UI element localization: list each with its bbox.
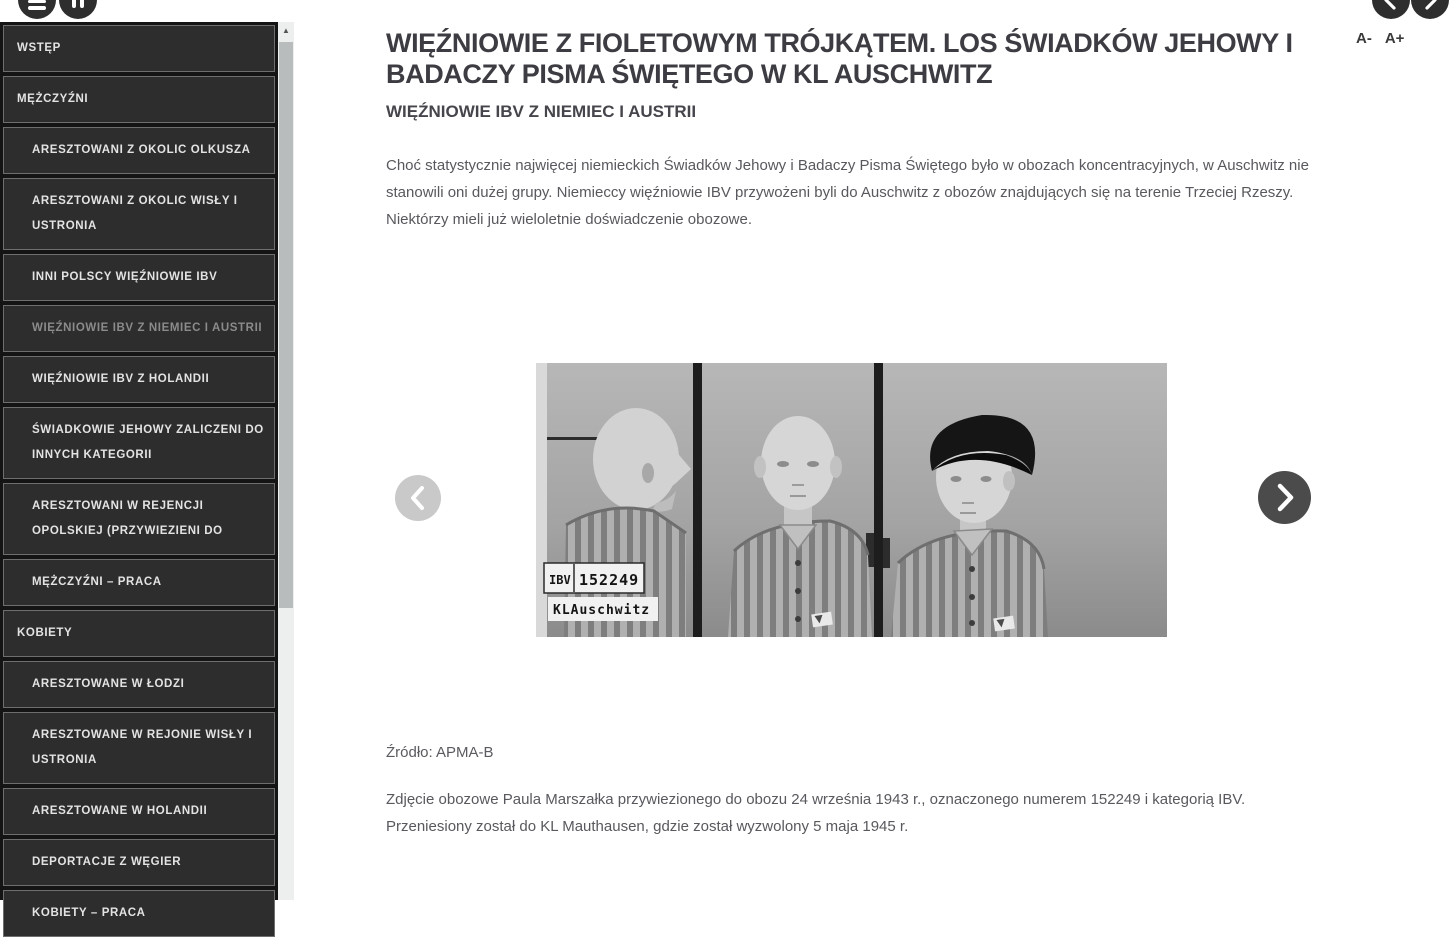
pause-button[interactable] bbox=[59, 0, 97, 19]
chevron-left-icon bbox=[395, 475, 441, 521]
sidebar-item[interactable]: ARESZTOWANI W REJENCJI OPOLSKIEJ (PRZYWIEZIENI DO bbox=[3, 483, 275, 555]
photo-caption: Zdjęcie obozowe Paula Marszałka przywiezionego do obozu 24 września 1943 r., oznaczonego numerem 152249 i kategorią IBV. Przeniesiony został do KL Mauthausen, gdzie został wyzwolony 5 maja 1945 r. bbox=[386, 791, 1246, 835]
page-subtitle: WIĘŹNIOWIE IBV Z NIEMIEC I AUSTRII bbox=[386, 102, 697, 121]
sidebar-item[interactable]: ARESZTOWANI Z OKOLIC OLKUSZA bbox=[3, 127, 275, 174]
sidebar-item[interactable]: WIĘŹNIOWIE IBV Z HOLANDII bbox=[3, 356, 275, 403]
sidebar-scrollbar[interactable] bbox=[278, 22, 294, 900]
board-category-text: IBV bbox=[549, 573, 571, 587]
board-camp-text: KLAuschwitz bbox=[553, 603, 651, 618]
carousel-prev-button[interactable] bbox=[395, 475, 441, 521]
sidebar-item[interactable]: DEPORTACJE Z WĘGIER bbox=[3, 839, 275, 886]
sidebar-item[interactable]: ARESZTOWANE W HOLANDII bbox=[3, 788, 275, 835]
sidebar-item[interactable]: WSTĘP bbox=[3, 25, 275, 72]
chevron-right-icon bbox=[1258, 471, 1311, 524]
sidebar-nav bbox=[0, 25, 278, 937]
sidebar-item[interactable]: ŚWIADKOWIE JEHOWY ZALICZENI DO INNYCH KATEGORII bbox=[3, 407, 275, 479]
font-size-controls bbox=[1356, 30, 1404, 47]
carousel-next-button[interactable] bbox=[1258, 471, 1311, 524]
board-number-text: 152249 bbox=[579, 571, 640, 589]
sidebar-item[interactable]: ARESZTOWANE W REJONIE WISŁY I USTRONIA bbox=[3, 712, 275, 784]
sidebar-item[interactable]: KOBIETY – PRACA bbox=[3, 890, 275, 937]
previous-page-button[interactable] bbox=[1372, 0, 1410, 19]
sidebar-item[interactable]: MĘŻCZYŹNI bbox=[3, 76, 275, 123]
sidebar-item[interactable]: ARESZTOWANI Z OKOLIC WISŁY I USTRONIA bbox=[3, 178, 275, 250]
scrollbar-up-arrow-icon[interactable]: ▲ bbox=[278, 24, 294, 38]
sidebar-navigation bbox=[0, 22, 278, 919]
chevron-left-icon bbox=[1372, 0, 1410, 19]
page-title: WIĘŹNIOWIE Z FIOLETOWYM TRÓJKĄTEM. LOS ŚWIADKÓW JEHOWY I BADACZY PISMA ŚWIĘTEGO W KL AUSCHWITZ bbox=[386, 28, 1293, 89]
font-size-increase-button[interactable]: A+ bbox=[1384, 30, 1405, 47]
sidebar-item[interactable]: INNI POLSCY WIĘŹNIOWIE IBV bbox=[3, 254, 275, 301]
photo-source: Źródło: APMA-B bbox=[386, 744, 494, 761]
scrollbar-thumb[interactable] bbox=[279, 42, 293, 608]
sidebar-item[interactable]: MĘŻCZYŹNI – PRACA bbox=[3, 559, 275, 606]
sidebar-item[interactable]: WIĘŹNIOWIE IBV Z NIEMIEC I AUSTRII bbox=[3, 305, 275, 352]
lead-paragraph: Choć statystycznie najwięcej niemieckich Świadków Jehowy i Badaczy Pisma Świętego było w obozach koncentracyjnych, w Auschwitz nie stanowili oni dużej grupy. Niemieccy więźniowie IBV przywożeni byli do Auschwitz z obozów znajdujących się na terenie Trzeciej Rzeszy. Niektórzy mieli już wieloletnie doświadczenie obozowe. bbox=[386, 157, 1309, 228]
camp-photo-illustration bbox=[536, 363, 1167, 637]
menu-button[interactable] bbox=[18, 0, 56, 19]
next-page-button[interactable] bbox=[1411, 0, 1449, 19]
font-size-decrease-button[interactable]: A- bbox=[1356, 30, 1372, 47]
sidebar-item[interactable]: KOBIETY bbox=[3, 610, 275, 657]
camp-photo bbox=[536, 363, 1167, 637]
sidebar-item[interactable]: ARESZTOWANE W ŁODZI bbox=[3, 661, 275, 708]
chevron-right-icon bbox=[1411, 0, 1449, 19]
